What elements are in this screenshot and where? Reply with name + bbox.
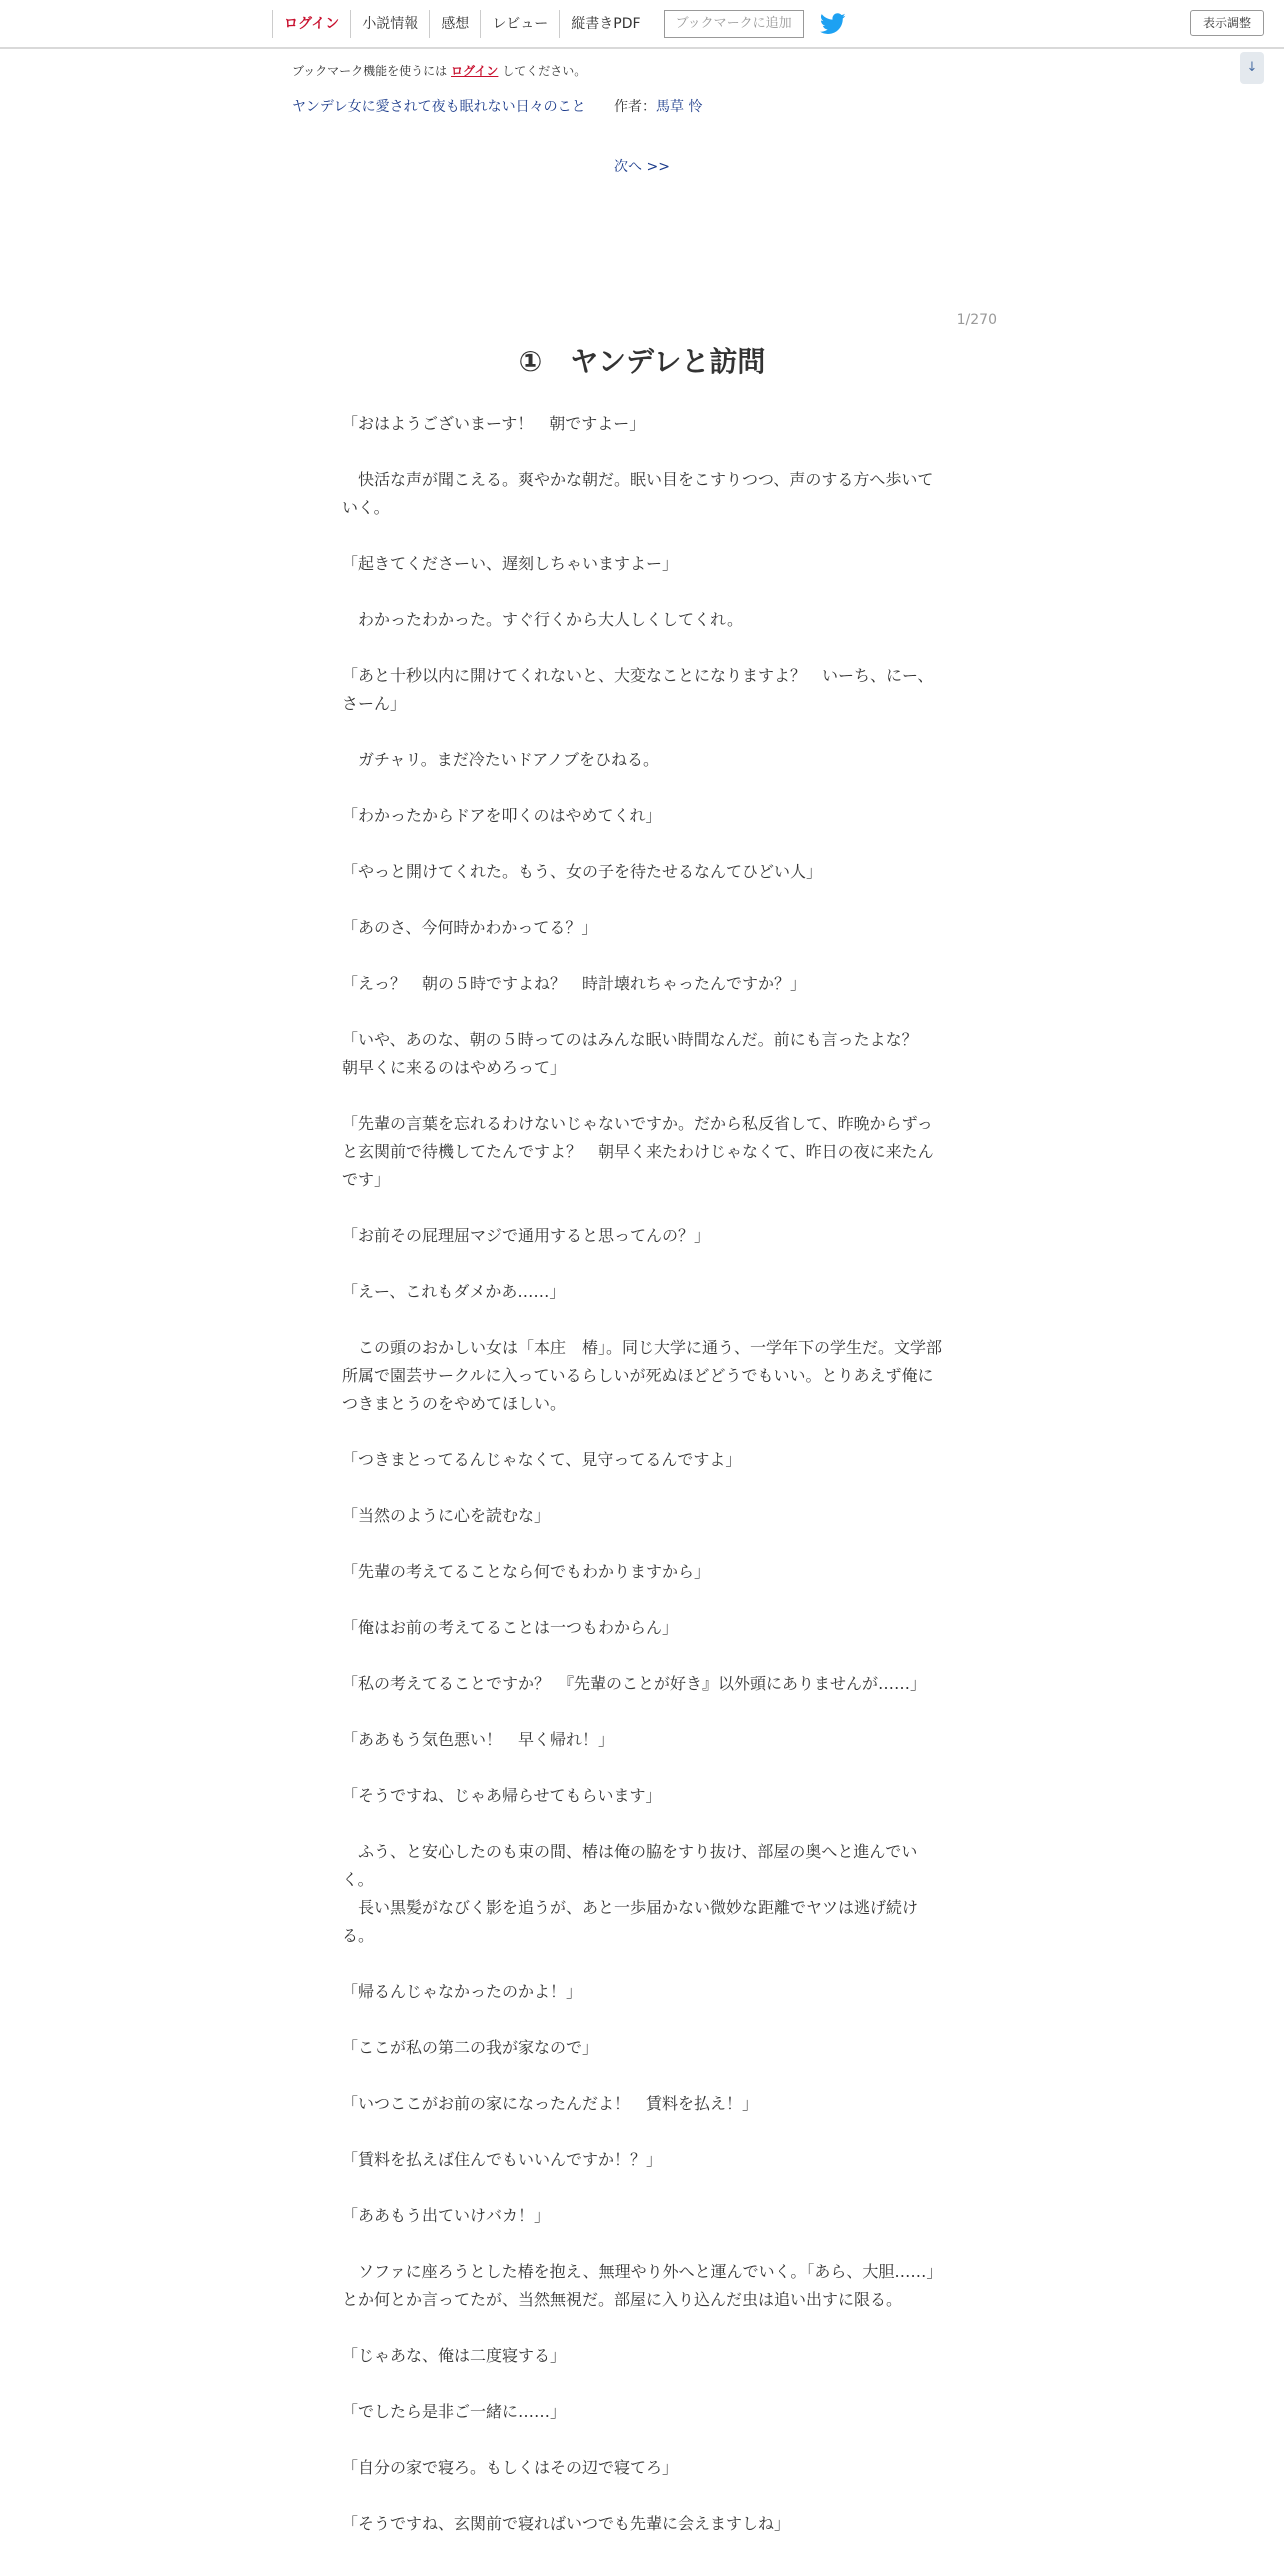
body-line: 「ここが私の第二の我が家なので」	[342, 2038, 599, 2057]
body-paragraph	[342, 1978, 942, 2006]
notice-before: ブックマーク機能を使うには	[292, 64, 448, 78]
body-line: この頭のおかしい女は「本庄 椿」。同じ大学に通う、一学年下の学生だ。文学部所属で園芸サークルに入っているらしいが死ぬほどどうでもいい。とりあえず俺につきまとうのをやめてほしい。	[342, 1338, 943, 1413]
body-line: 「わかったからドアを叩くのはやめてくれ」	[342, 806, 662, 825]
body-paragraph	[342, 1838, 942, 1950]
body-line: 「自分の家で寝ろ。もしくはその辺で寝てろ」	[342, 2458, 679, 2477]
body-line: 「私の考えてることですか？ 『先輩のことが好き』以外頭にありませんが……」	[342, 1674, 927, 1693]
body-line: 「あと十秒以内に開けてくれないと、大変なことになりますよ？ いーち、にー、さーん」	[342, 666, 934, 713]
nav-review[interactable]: レビュー	[480, 10, 559, 38]
display-settings-button[interactable]: 表示調整	[1190, 10, 1264, 36]
body-line: 長い黒髪がなびく影を追うが、あと一歩届かない微妙な距離でヤツは逃げ続ける。	[342, 1898, 919, 1945]
body-line: 快活な声が聞こえる。爽やかな朝だ。眠い目をこすりつつ、声のする方へ歩いていく。	[342, 470, 934, 517]
novel-header	[292, 96, 703, 116]
body-line: 「つきまとってるんじゃなくて、見守ってるんですよ」	[342, 1450, 742, 1469]
scroll-down-button[interactable]: ↓	[1240, 52, 1264, 84]
body-line: 「ああもう気色悪い！ 早く帰れ！」	[342, 1730, 615, 1749]
author-label: 作者：	[614, 99, 657, 115]
body-line: 「先輩の言葉を忘れるわけないじゃないですか。だから私反省して、昨晩からずっと玄関前で待機してたんですよ？ 朝早く来たわけじゃなくて、昨日の夜に来たんです」	[342, 1114, 934, 1189]
body-line: 「いや、あのな、朝の５時ってのはみんな眠い時間なんだ。前にも言ったよな？ 朝早くに来るのはやめろって」	[342, 1030, 934, 1077]
body-paragraph	[342, 1782, 942, 1810]
body-paragraph	[342, 1446, 942, 1474]
bookmark-login-notice	[292, 62, 586, 79]
body-paragraph	[342, 2034, 942, 2062]
next-page-link[interactable]: 次へ >>	[614, 159, 670, 175]
body-paragraph	[342, 2454, 942, 2482]
body-paragraph	[342, 2398, 942, 2426]
body-paragraph	[342, 2342, 942, 2370]
body-line: 「ああもう出ていけバカ！」	[342, 2206, 551, 2225]
main-nav	[272, 8, 848, 40]
novel-title-link[interactable]: ヤンデレ女に愛されて夜も眠れない日々のこと	[292, 99, 586, 115]
body-line: 「やっと開けてくれた。もう、女の子を待たせるなんてひどい人」	[342, 862, 823, 881]
body-paragraph	[342, 410, 942, 438]
body-paragraph	[342, 2510, 942, 2538]
add-bookmark-button[interactable]: ブックマークに追加	[664, 10, 804, 38]
body-line: 「あのさ、今何時かわかってる？」	[342, 918, 598, 937]
body-paragraph	[342, 746, 942, 774]
body-line: 「そうですね、玄関前で寝ればいつでも先輩に会えますしね」	[342, 2514, 791, 2533]
body-paragraph	[342, 2146, 942, 2174]
body-paragraph	[342, 1502, 942, 1530]
body-paragraph	[342, 466, 942, 522]
body-line: 「お前その屁理屈マジで通用すると思ってんの？」	[342, 1226, 711, 1245]
body-paragraph	[342, 2202, 942, 2230]
body-line: 「先輩の考えてることなら何でもわかりますから」	[342, 1562, 711, 1581]
top-bar	[0, 0, 1284, 49]
body-paragraph	[342, 1558, 942, 1586]
body-paragraph	[342, 1614, 942, 1642]
notice-login-link[interactable]: ログイン	[451, 64, 499, 78]
body-line: 「えー、これもダメかあ……」	[342, 1282, 566, 1301]
body-line: わかったわかった。すぐ行くから大人しくしてくれ。	[342, 610, 743, 629]
body-paragraph	[342, 1110, 942, 1194]
author-link[interactable]: 馬草 怜	[656, 99, 703, 115]
body-paragraph	[342, 550, 942, 578]
nav-novel-info[interactable]: 小説情報	[350, 10, 429, 38]
nav-login[interactable]: ログイン	[272, 10, 350, 38]
body-paragraph	[342, 662, 942, 718]
body-paragraph	[342, 1222, 942, 1250]
body-paragraph	[342, 1670, 942, 1698]
body-line: ふう、と安心したのも束の間、椿は俺の脇をすり抜け、部屋の奥へと進んでいく。	[342, 1842, 918, 1889]
body-line: ソファに座ろうとした椿を抱え、無理やり外へと運んでいく。「あら、大胆……」とか何とか言ってたが、当然無視だ。部屋に入り込んだ虫は追い出すに限る。	[342, 2262, 935, 2309]
body-line: ガチャリ。まだ冷たいドアノブをひねる。	[342, 750, 659, 769]
novel-body	[342, 410, 942, 2566]
page-number: 1/270	[956, 312, 997, 328]
twitter-icon[interactable]	[820, 12, 848, 36]
body-line: 「賃料を払えば住んでもいいんですか！？」	[342, 2150, 663, 2169]
body-paragraph	[342, 606, 942, 634]
body-line: 「えっ？ 朝の５時ですよね？ 時計壊れちゃったんですか？」	[342, 974, 807, 993]
notice-after: してください。	[502, 64, 587, 78]
chapter-title: ① ヤンデレと訪問	[518, 345, 766, 378]
body-line: 「当然のように心を読むな」	[342, 1506, 551, 1525]
body-paragraph	[342, 1726, 942, 1754]
nav-impressions[interactable]: 感想	[429, 10, 480, 38]
body-line: 「起きてくださーい、遅刻しちゃいますよー」	[342, 554, 679, 573]
body-line: 「おはようございまーす！ 朝ですよー」	[342, 414, 646, 433]
body-line: 「帰るんじゃなかったのかよ！」	[342, 1982, 583, 2001]
body-line: 「じゃあな、俺は二度寝する」	[342, 2346, 567, 2365]
body-paragraph	[342, 914, 942, 942]
body-paragraph	[342, 2258, 942, 2314]
body-paragraph	[342, 1026, 942, 1082]
body-line: 「俺はお前の考えてることは一つもわからん」	[342, 1618, 679, 1637]
body-paragraph	[342, 802, 942, 830]
body-line: 「いつここがお前の家になったんだよ！ 賃料を払え！」	[342, 2094, 759, 2113]
nav-vertical-pdf[interactable]: 縦書きPDF	[559, 10, 651, 38]
body-paragraph	[342, 1334, 942, 1418]
body-paragraph	[342, 1278, 942, 1306]
body-paragraph	[342, 970, 942, 998]
body-line: 「でしたら是非ご一緒に……」	[342, 2402, 567, 2421]
body-paragraph	[342, 858, 942, 886]
body-paragraph	[342, 2090, 942, 2118]
body-line: 「そうですね、じゃあ帰らせてもらいます」	[342, 1786, 662, 1805]
